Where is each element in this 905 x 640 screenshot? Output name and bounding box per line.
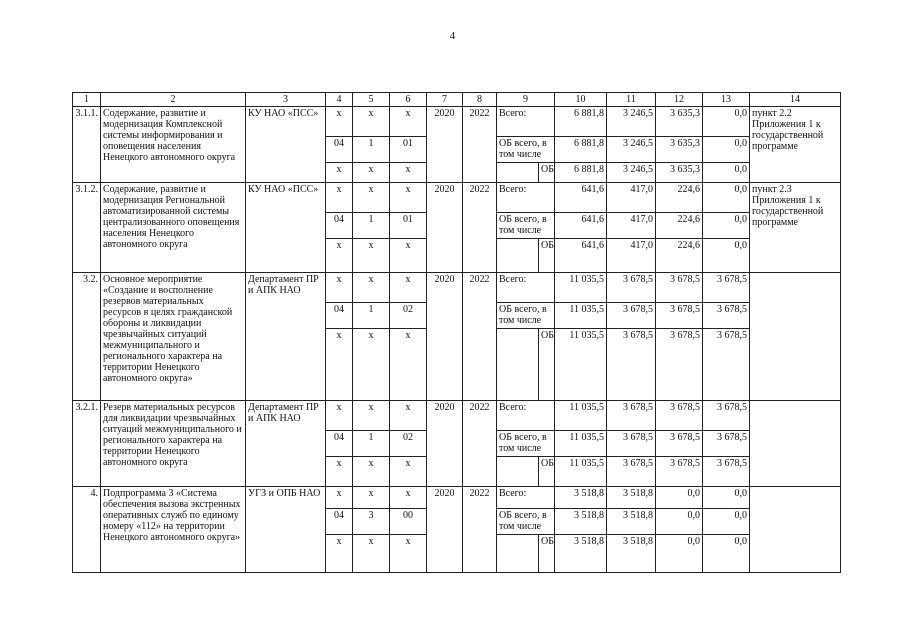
year-value: 3 518,8 (607, 487, 656, 509)
year-value: 3 678,5 (703, 431, 750, 457)
funding-label: ОБ всего, в том числе (497, 213, 555, 239)
start-year: 2020 (427, 401, 463, 487)
year-value: 0,0 (703, 183, 750, 213)
total-value: 11 035,5 (555, 273, 607, 303)
item-name: Основное мероприятие «Создание и восполнение резервов материальных ресурсов в целях гражданской обороны и ликвидации чрезвычайных ситуаций межмуниципального и регионального характера на территории Ненецкого автономного округа» (101, 273, 246, 401)
year-value: 3 678,5 (607, 273, 656, 303)
year-value: 417,0 (607, 213, 656, 239)
code-cell: 1 (353, 213, 390, 239)
item-name: Содержание, развитие и модернизация Комплексной системы информирования и оповещения населения Ненецкого автономного округа (101, 107, 246, 183)
code-cell: x (390, 487, 427, 509)
code-cell: x (326, 239, 353, 273)
responsible-executor: КУ НАО «ПСС» (246, 183, 326, 273)
code-cell: x (353, 457, 390, 487)
year-value: 0,0 (656, 509, 703, 535)
code-cell: 00 (390, 509, 427, 535)
funding-label-empty (497, 457, 539, 487)
total-value: 11 035,5 (555, 401, 607, 431)
year-value: 3 635,3 (656, 137, 703, 163)
code-cell: x (390, 329, 427, 401)
total-value: 11 035,5 (555, 303, 607, 329)
funding-label-empty (497, 239, 539, 273)
item-name: Подпрограмма 3 «Система обеспечения вызова экстренных оперативных служб по единому номеру «112» на территории Ненецкого автономного округа» (101, 487, 246, 573)
funding-label: ОБ всего, в том числе (497, 431, 555, 457)
year-value: 0,0 (703, 535, 750, 573)
table-row (73, 107, 841, 137)
year-value: 0,0 (703, 509, 750, 535)
year-value: 3 678,5 (607, 329, 656, 401)
table-row (73, 183, 841, 213)
item-number: 3.2.1. (73, 401, 101, 487)
year-value: 0,0 (703, 239, 750, 273)
item-number: 3.1.2. (73, 183, 101, 273)
header-row (73, 93, 841, 107)
year-value: 3 635,3 (656, 163, 703, 183)
year-value: 3 678,5 (607, 303, 656, 329)
funding-label: ОБ всего, в том числе (497, 303, 555, 329)
header-cell: 11 (607, 93, 656, 107)
total-value: 641,6 (555, 239, 607, 273)
code-cell: 3 (353, 509, 390, 535)
code-cell: x (326, 535, 353, 573)
header-cell: 10 (555, 93, 607, 107)
header-cell: 7 (427, 93, 463, 107)
item-name: Резерв материальных ресурсов для ликвидации чрезвычайных ситуаций межмуниципального и регионального характера на территории Ненецкого автономного округа (101, 401, 246, 487)
code-cell: 04 (326, 509, 353, 535)
header-cell: 12 (656, 93, 703, 107)
table-row (73, 273, 841, 303)
funding-label: Всего: (497, 401, 555, 431)
funding-label-empty (497, 163, 539, 183)
code-cell: x (353, 329, 390, 401)
header-cell: 3 (246, 93, 326, 107)
code-cell: x (326, 273, 353, 303)
code-cell: x (353, 183, 390, 213)
year-value: 3 678,5 (703, 273, 750, 303)
year-value: 0,0 (703, 137, 750, 163)
code-cell: x (353, 535, 390, 573)
year-value: 0,0 (656, 535, 703, 573)
year-value: 3 678,5 (656, 401, 703, 431)
code-cell: x (390, 457, 427, 487)
total-value: 641,6 (555, 183, 607, 213)
code-cell: 02 (390, 431, 427, 457)
year-value: 3 678,5 (656, 457, 703, 487)
year-value: 417,0 (607, 239, 656, 273)
table-row (73, 487, 841, 509)
note-cell (750, 487, 841, 573)
code-cell: x (326, 163, 353, 183)
end-year: 2022 (463, 487, 497, 573)
item-number: 3.1.1. (73, 107, 101, 183)
year-value: 3 678,5 (656, 273, 703, 303)
code-cell: x (353, 239, 390, 273)
year-value: 0,0 (703, 107, 750, 137)
funding-source: ОБ (539, 163, 555, 183)
total-value: 3 518,8 (555, 535, 607, 573)
funding-label: Всего: (497, 107, 555, 137)
code-cell: x (326, 183, 353, 213)
funding-source: ОБ (539, 535, 555, 573)
year-value: 3 246,5 (607, 137, 656, 163)
year-value: 0,0 (703, 163, 750, 183)
code-cell: x (390, 239, 427, 273)
start-year: 2020 (427, 487, 463, 573)
code-cell: x (353, 273, 390, 303)
code-cell: x (390, 183, 427, 213)
year-value: 3 678,5 (607, 431, 656, 457)
funding-label: Всего: (497, 487, 555, 509)
total-value: 11 035,5 (555, 329, 607, 401)
year-value: 3 678,5 (703, 401, 750, 431)
start-year: 2020 (427, 183, 463, 273)
code-cell: x (353, 401, 390, 431)
end-year: 2022 (463, 183, 497, 273)
code-cell: 01 (390, 137, 427, 163)
year-value: 0,0 (703, 487, 750, 509)
total-value: 3 518,8 (555, 487, 607, 509)
year-value: 3 678,5 (656, 329, 703, 401)
year-value: 3 678,5 (656, 431, 703, 457)
total-value: 11 035,5 (555, 431, 607, 457)
code-cell: x (326, 401, 353, 431)
code-cell: 1 (353, 431, 390, 457)
funding-label-empty (497, 535, 539, 573)
code-cell: x (326, 329, 353, 401)
code-cell: 04 (326, 213, 353, 239)
year-value: 224,6 (656, 239, 703, 273)
code-cell: 01 (390, 213, 427, 239)
responsible-executor: Департамент ПР и АПК НАО (246, 273, 326, 401)
note-cell (750, 273, 841, 401)
funding-source: ОБ (539, 239, 555, 273)
header-cell: 9 (497, 93, 555, 107)
item-number: 4. (73, 487, 101, 573)
year-value: 3 678,5 (607, 457, 656, 487)
funding-source: ОБ (539, 457, 555, 487)
code-cell: x (326, 487, 353, 509)
funding-label: ОБ всего, в том числе (497, 509, 555, 535)
year-value: 3 678,5 (703, 303, 750, 329)
code-cell: 1 (353, 137, 390, 163)
header-cell: 1 (73, 93, 101, 107)
header-cell: 4 (326, 93, 353, 107)
code-cell: x (353, 163, 390, 183)
table-row (73, 401, 841, 431)
end-year: 2022 (463, 107, 497, 183)
total-value: 6 881,8 (555, 107, 607, 137)
year-value: 3 678,5 (703, 457, 750, 487)
code-cell: x (390, 163, 427, 183)
header-cell: 5 (353, 93, 390, 107)
end-year: 2022 (463, 401, 497, 487)
year-value: 3 246,5 (607, 107, 656, 137)
responsible-executor: КУ НАО «ПСС» (246, 107, 326, 183)
code-cell: x (326, 107, 353, 137)
funding-label: ОБ всего, в том числе (497, 137, 555, 163)
year-value: 3 635,3 (656, 107, 703, 137)
year-value: 224,6 (656, 183, 703, 213)
total-value: 6 881,8 (555, 137, 607, 163)
total-value: 6 881,8 (555, 163, 607, 183)
item-name: Содержание, развитие и модернизация Региональной автоматизированной системы централизованного оповещения населения Ненецкого автономного округа (101, 183, 246, 273)
year-value: 224,6 (656, 213, 703, 239)
code-cell: x (353, 107, 390, 137)
note-cell: пункт 2.2 Приложения 1 к государственной программе (750, 107, 841, 183)
program-table (72, 92, 841, 573)
total-value: 11 035,5 (555, 457, 607, 487)
code-cell: x (390, 535, 427, 573)
code-cell: 1 (353, 303, 390, 329)
year-value: 3 518,8 (607, 509, 656, 535)
note-cell: пункт 2.3 Приложения 1 к государственной программе (750, 183, 841, 273)
year-value: 3 678,5 (607, 401, 656, 431)
year-value: 3 246,5 (607, 163, 656, 183)
page-number: 4 (449, 30, 456, 42)
total-value: 3 518,8 (555, 509, 607, 535)
total-value: 641,6 (555, 213, 607, 239)
funding-label-empty (497, 329, 539, 401)
funding-source: ОБ (539, 329, 555, 401)
header-cell: 6 (390, 93, 427, 107)
funding-label: Всего: (497, 273, 555, 303)
funding-label: Всего: (497, 183, 555, 213)
code-cell: 04 (326, 137, 353, 163)
end-year: 2022 (463, 273, 497, 401)
code-cell: x (390, 273, 427, 303)
start-year: 2020 (427, 107, 463, 183)
year-value: 3 678,5 (703, 329, 750, 401)
header-cell: 2 (101, 93, 246, 107)
code-cell: 02 (390, 303, 427, 329)
header-cell: 8 (463, 93, 497, 107)
header-cell: 14 (750, 93, 841, 107)
code-cell: 04 (326, 303, 353, 329)
year-value: 0,0 (703, 213, 750, 239)
code-cell: x (353, 487, 390, 509)
start-year: 2020 (427, 273, 463, 401)
header-cell: 13 (703, 93, 750, 107)
responsible-executor: Департамент ПР и АПК НАО (246, 401, 326, 487)
note-cell (750, 401, 841, 487)
code-cell: x (326, 457, 353, 487)
year-value: 3 518,8 (607, 535, 656, 573)
responsible-executor: УГЗ и ОПБ НАО (246, 487, 326, 573)
code-cell: 04 (326, 431, 353, 457)
code-cell: x (390, 401, 427, 431)
year-value: 417,0 (607, 183, 656, 213)
code-cell: x (390, 107, 427, 137)
item-number: 3.2. (73, 273, 101, 401)
year-value: 0,0 (656, 487, 703, 509)
year-value: 3 678,5 (656, 303, 703, 329)
